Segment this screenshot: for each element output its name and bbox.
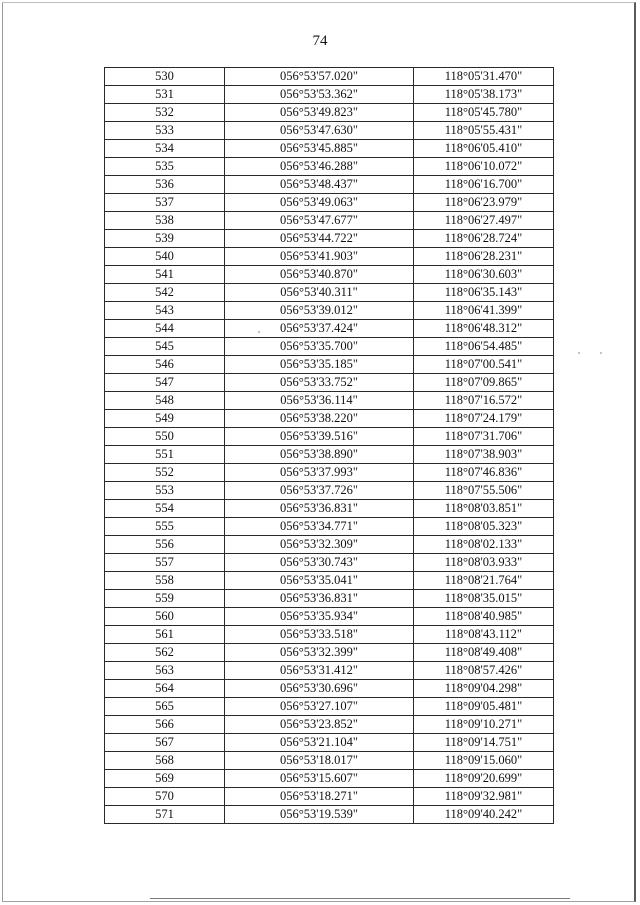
point-number-cell: 570 xyxy=(105,788,225,806)
longitude-cell: 118°05'55.431" xyxy=(414,122,554,140)
latitude-cell: 056°53'49.823" xyxy=(225,104,414,122)
table-row xyxy=(105,176,554,194)
point-number-cell: 552 xyxy=(105,464,225,482)
latitude-cell: 056°53'21.104" xyxy=(225,734,414,752)
table-row xyxy=(105,608,554,626)
point-number-cell: 566 xyxy=(105,716,225,734)
point-number-cell: 548 xyxy=(105,392,225,410)
latitude-cell: 056°53'57.020" xyxy=(225,68,414,86)
table-row xyxy=(105,644,554,662)
coordinates-table-body xyxy=(105,68,554,824)
point-number-cell: 535 xyxy=(105,158,225,176)
table-row xyxy=(105,266,554,284)
table-row xyxy=(105,788,554,806)
latitude-cell: 056°53'53.362" xyxy=(225,86,414,104)
point-number-cell: 568 xyxy=(105,752,225,770)
latitude-cell: 056°53'38.890" xyxy=(225,446,414,464)
longitude-cell: 118°06'16.700" xyxy=(414,176,554,194)
longitude-cell: 118°06'23.979" xyxy=(414,194,554,212)
table-row xyxy=(105,752,554,770)
point-number-cell: 569 xyxy=(105,770,225,788)
longitude-cell: 118°06'30.603" xyxy=(414,266,554,284)
table-row xyxy=(105,68,554,86)
point-number-cell: 533 xyxy=(105,122,225,140)
longitude-cell: 118°06'54.485" xyxy=(414,338,554,356)
longitude-cell: 118°06'28.724" xyxy=(414,230,554,248)
table-row xyxy=(105,464,554,482)
latitude-cell: 056°53'38.220" xyxy=(225,410,414,428)
longitude-cell: 118°06'05.410" xyxy=(414,140,554,158)
longitude-cell: 118°08'02.133" xyxy=(414,536,554,554)
latitude-cell: 056°53'35.700" xyxy=(225,338,414,356)
table-row xyxy=(105,626,554,644)
latitude-cell: 056°53'23.852" xyxy=(225,716,414,734)
point-number-cell: 553 xyxy=(105,482,225,500)
latitude-cell: 056°53'36.114" xyxy=(225,392,414,410)
table-row xyxy=(105,194,554,212)
longitude-cell: 118°06'10.072" xyxy=(414,158,554,176)
longitude-cell: 118°09'40.242" xyxy=(414,806,554,824)
point-number-cell: 565 xyxy=(105,698,225,716)
table-row xyxy=(105,428,554,446)
latitude-cell: 056°53'32.399" xyxy=(225,644,414,662)
latitude-cell: 056°53'34.771" xyxy=(225,518,414,536)
latitude-cell: 056°53'33.752" xyxy=(225,374,414,392)
longitude-cell: 118°08'05.323" xyxy=(414,518,554,536)
table-row xyxy=(105,230,554,248)
longitude-cell: 118°08'03.933" xyxy=(414,554,554,572)
longitude-cell: 118°06'41.399" xyxy=(414,302,554,320)
latitude-cell: 056°53'30.696" xyxy=(225,680,414,698)
longitude-cell: 118°05'31.470" xyxy=(414,68,554,86)
point-number-cell: 534 xyxy=(105,140,225,158)
latitude-cell: 056°53'19.539" xyxy=(225,806,414,824)
latitude-cell: 056°53'40.311" xyxy=(225,284,414,302)
point-number-cell: 571 xyxy=(105,806,225,824)
point-number-cell: 531 xyxy=(105,86,225,104)
latitude-cell: 056°53'46.288" xyxy=(225,158,414,176)
table-row xyxy=(105,446,554,464)
point-number-cell: 551 xyxy=(105,446,225,464)
table-row xyxy=(105,86,554,104)
coordinates-table xyxy=(104,67,554,824)
table-row xyxy=(105,482,554,500)
latitude-cell: 056°53'33.518" xyxy=(225,626,414,644)
point-number-cell: 557 xyxy=(105,554,225,572)
longitude-cell: 118°07'24.179" xyxy=(414,410,554,428)
bottom-scan-line xyxy=(150,898,570,899)
point-number-cell: 549 xyxy=(105,410,225,428)
point-number-cell: 538 xyxy=(105,212,225,230)
longitude-cell: 118°07'55.506" xyxy=(414,482,554,500)
longitude-cell: 118°07'46.836" xyxy=(414,464,554,482)
point-number-cell: 536 xyxy=(105,176,225,194)
point-number-cell: 567 xyxy=(105,734,225,752)
table-row xyxy=(105,734,554,752)
latitude-cell: 056°53'18.017" xyxy=(225,752,414,770)
table-row xyxy=(105,248,554,266)
point-number-cell: 550 xyxy=(105,428,225,446)
longitude-cell: 118°09'05.481" xyxy=(414,698,554,716)
table-row xyxy=(105,770,554,788)
point-number-cell: 563 xyxy=(105,662,225,680)
table-row xyxy=(105,698,554,716)
point-number-cell: 559 xyxy=(105,590,225,608)
table-row xyxy=(105,536,554,554)
table-row xyxy=(105,590,554,608)
longitude-cell: 118°08'03.851" xyxy=(414,500,554,518)
table-row xyxy=(105,806,554,824)
point-number-cell: 532 xyxy=(105,104,225,122)
table-row xyxy=(105,518,554,536)
latitude-cell: 056°53'49.063" xyxy=(225,194,414,212)
longitude-cell: 118°08'57.426" xyxy=(414,662,554,680)
point-number-cell: 554 xyxy=(105,500,225,518)
table-row xyxy=(105,122,554,140)
point-number-cell: 560 xyxy=(105,608,225,626)
longitude-cell: 118°05'45.780" xyxy=(414,104,554,122)
page-number: 74 xyxy=(312,33,328,49)
table-row xyxy=(105,554,554,572)
longitude-cell: 118°07'31.706" xyxy=(414,428,554,446)
point-number-cell: 558 xyxy=(105,572,225,590)
longitude-cell: 118°09'04.298" xyxy=(414,680,554,698)
table-row xyxy=(105,356,554,374)
longitude-cell: 118°09'15.060" xyxy=(414,752,554,770)
longitude-cell: 118°07'09.865" xyxy=(414,374,554,392)
table-row xyxy=(105,500,554,518)
point-number-cell: 530 xyxy=(105,68,225,86)
latitude-cell: 056°53'18.271" xyxy=(225,788,414,806)
longitude-cell: 118°08'21.764" xyxy=(414,572,554,590)
latitude-cell: 056°53'30.743" xyxy=(225,554,414,572)
table-row xyxy=(105,662,554,680)
longitude-cell: 118°08'49.408" xyxy=(414,644,554,662)
latitude-cell: 056°53'36.831" xyxy=(225,500,414,518)
latitude-cell: 056°53'35.041" xyxy=(225,572,414,590)
longitude-cell: 118°06'28.231" xyxy=(414,248,554,266)
latitude-cell: 056°53'15.607" xyxy=(225,770,414,788)
latitude-cell: 056°53'39.516" xyxy=(225,428,414,446)
scan-speck xyxy=(578,352,580,354)
table-row xyxy=(105,158,554,176)
point-number-cell: 537 xyxy=(105,194,225,212)
point-number-cell: 561 xyxy=(105,626,225,644)
table-row xyxy=(105,410,554,428)
longitude-cell: 118°08'35.015" xyxy=(414,590,554,608)
point-number-cell: 540 xyxy=(105,248,225,266)
longitude-cell: 118°07'00.541" xyxy=(414,356,554,374)
longitude-cell: 118°09'10.271" xyxy=(414,716,554,734)
point-number-cell: 564 xyxy=(105,680,225,698)
latitude-cell: 056°53'32.309" xyxy=(225,536,414,554)
scan-speck xyxy=(600,352,602,354)
longitude-cell: 118°05'38.173" xyxy=(414,86,554,104)
latitude-cell: 056°53'41.903" xyxy=(225,248,414,266)
point-number-cell: 543 xyxy=(105,302,225,320)
latitude-cell: 056°53'35.934" xyxy=(225,608,414,626)
latitude-cell: 056°53'35.185" xyxy=(225,356,414,374)
longitude-cell: 118°06'35.143" xyxy=(414,284,554,302)
point-number-cell: 556 xyxy=(105,536,225,554)
table-row xyxy=(105,572,554,590)
latitude-cell: 056°53'27.107" xyxy=(225,698,414,716)
latitude-cell: 056°53'45.885" xyxy=(225,140,414,158)
table-row xyxy=(105,320,554,338)
point-number-cell: 539 xyxy=(105,230,225,248)
table-row xyxy=(105,212,554,230)
latitude-cell: 056°53'48.437" xyxy=(225,176,414,194)
table-row xyxy=(105,140,554,158)
table-row xyxy=(105,338,554,356)
longitude-cell: 118°09'20.699" xyxy=(414,770,554,788)
point-number-cell: 542 xyxy=(105,284,225,302)
point-number-cell: 545 xyxy=(105,338,225,356)
point-number-cell: 547 xyxy=(105,374,225,392)
longitude-cell: 118°08'43.112" xyxy=(414,626,554,644)
longitude-cell: 118°06'48.312" xyxy=(414,320,554,338)
point-number-cell: 544 xyxy=(105,320,225,338)
table-row xyxy=(105,284,554,302)
latitude-cell: 056°53'47.630" xyxy=(225,122,414,140)
table-row xyxy=(105,374,554,392)
point-number-cell: 562 xyxy=(105,644,225,662)
point-number-cell: 555 xyxy=(105,518,225,536)
latitude-cell: 056°53'36.831" xyxy=(225,590,414,608)
latitude-cell: 056°53'37.424" xyxy=(225,320,414,338)
longitude-cell: 118°06'27.497" xyxy=(414,212,554,230)
latitude-cell: 056°53'47.677" xyxy=(225,212,414,230)
longitude-cell: 118°09'14.751" xyxy=(414,734,554,752)
table-row xyxy=(105,716,554,734)
longitude-cell: 118°09'32.981" xyxy=(414,788,554,806)
longitude-cell: 118°07'38.903" xyxy=(414,446,554,464)
latitude-cell: 056°53'44.722" xyxy=(225,230,414,248)
point-number-cell: 546 xyxy=(105,356,225,374)
latitude-cell: 056°53'37.726" xyxy=(225,482,414,500)
longitude-cell: 118°08'40.985" xyxy=(414,608,554,626)
table-row xyxy=(105,302,554,320)
longitude-cell: 118°07'16.572" xyxy=(414,392,554,410)
latitude-cell: 056°53'40.870" xyxy=(225,266,414,284)
table-row xyxy=(105,392,554,410)
table-row xyxy=(105,104,554,122)
latitude-cell: 056°53'39.012" xyxy=(225,302,414,320)
point-number-cell: 541 xyxy=(105,266,225,284)
table-row xyxy=(105,680,554,698)
latitude-cell: 056°53'37.993" xyxy=(225,464,414,482)
latitude-cell: 056°53'31.412" xyxy=(225,662,414,680)
